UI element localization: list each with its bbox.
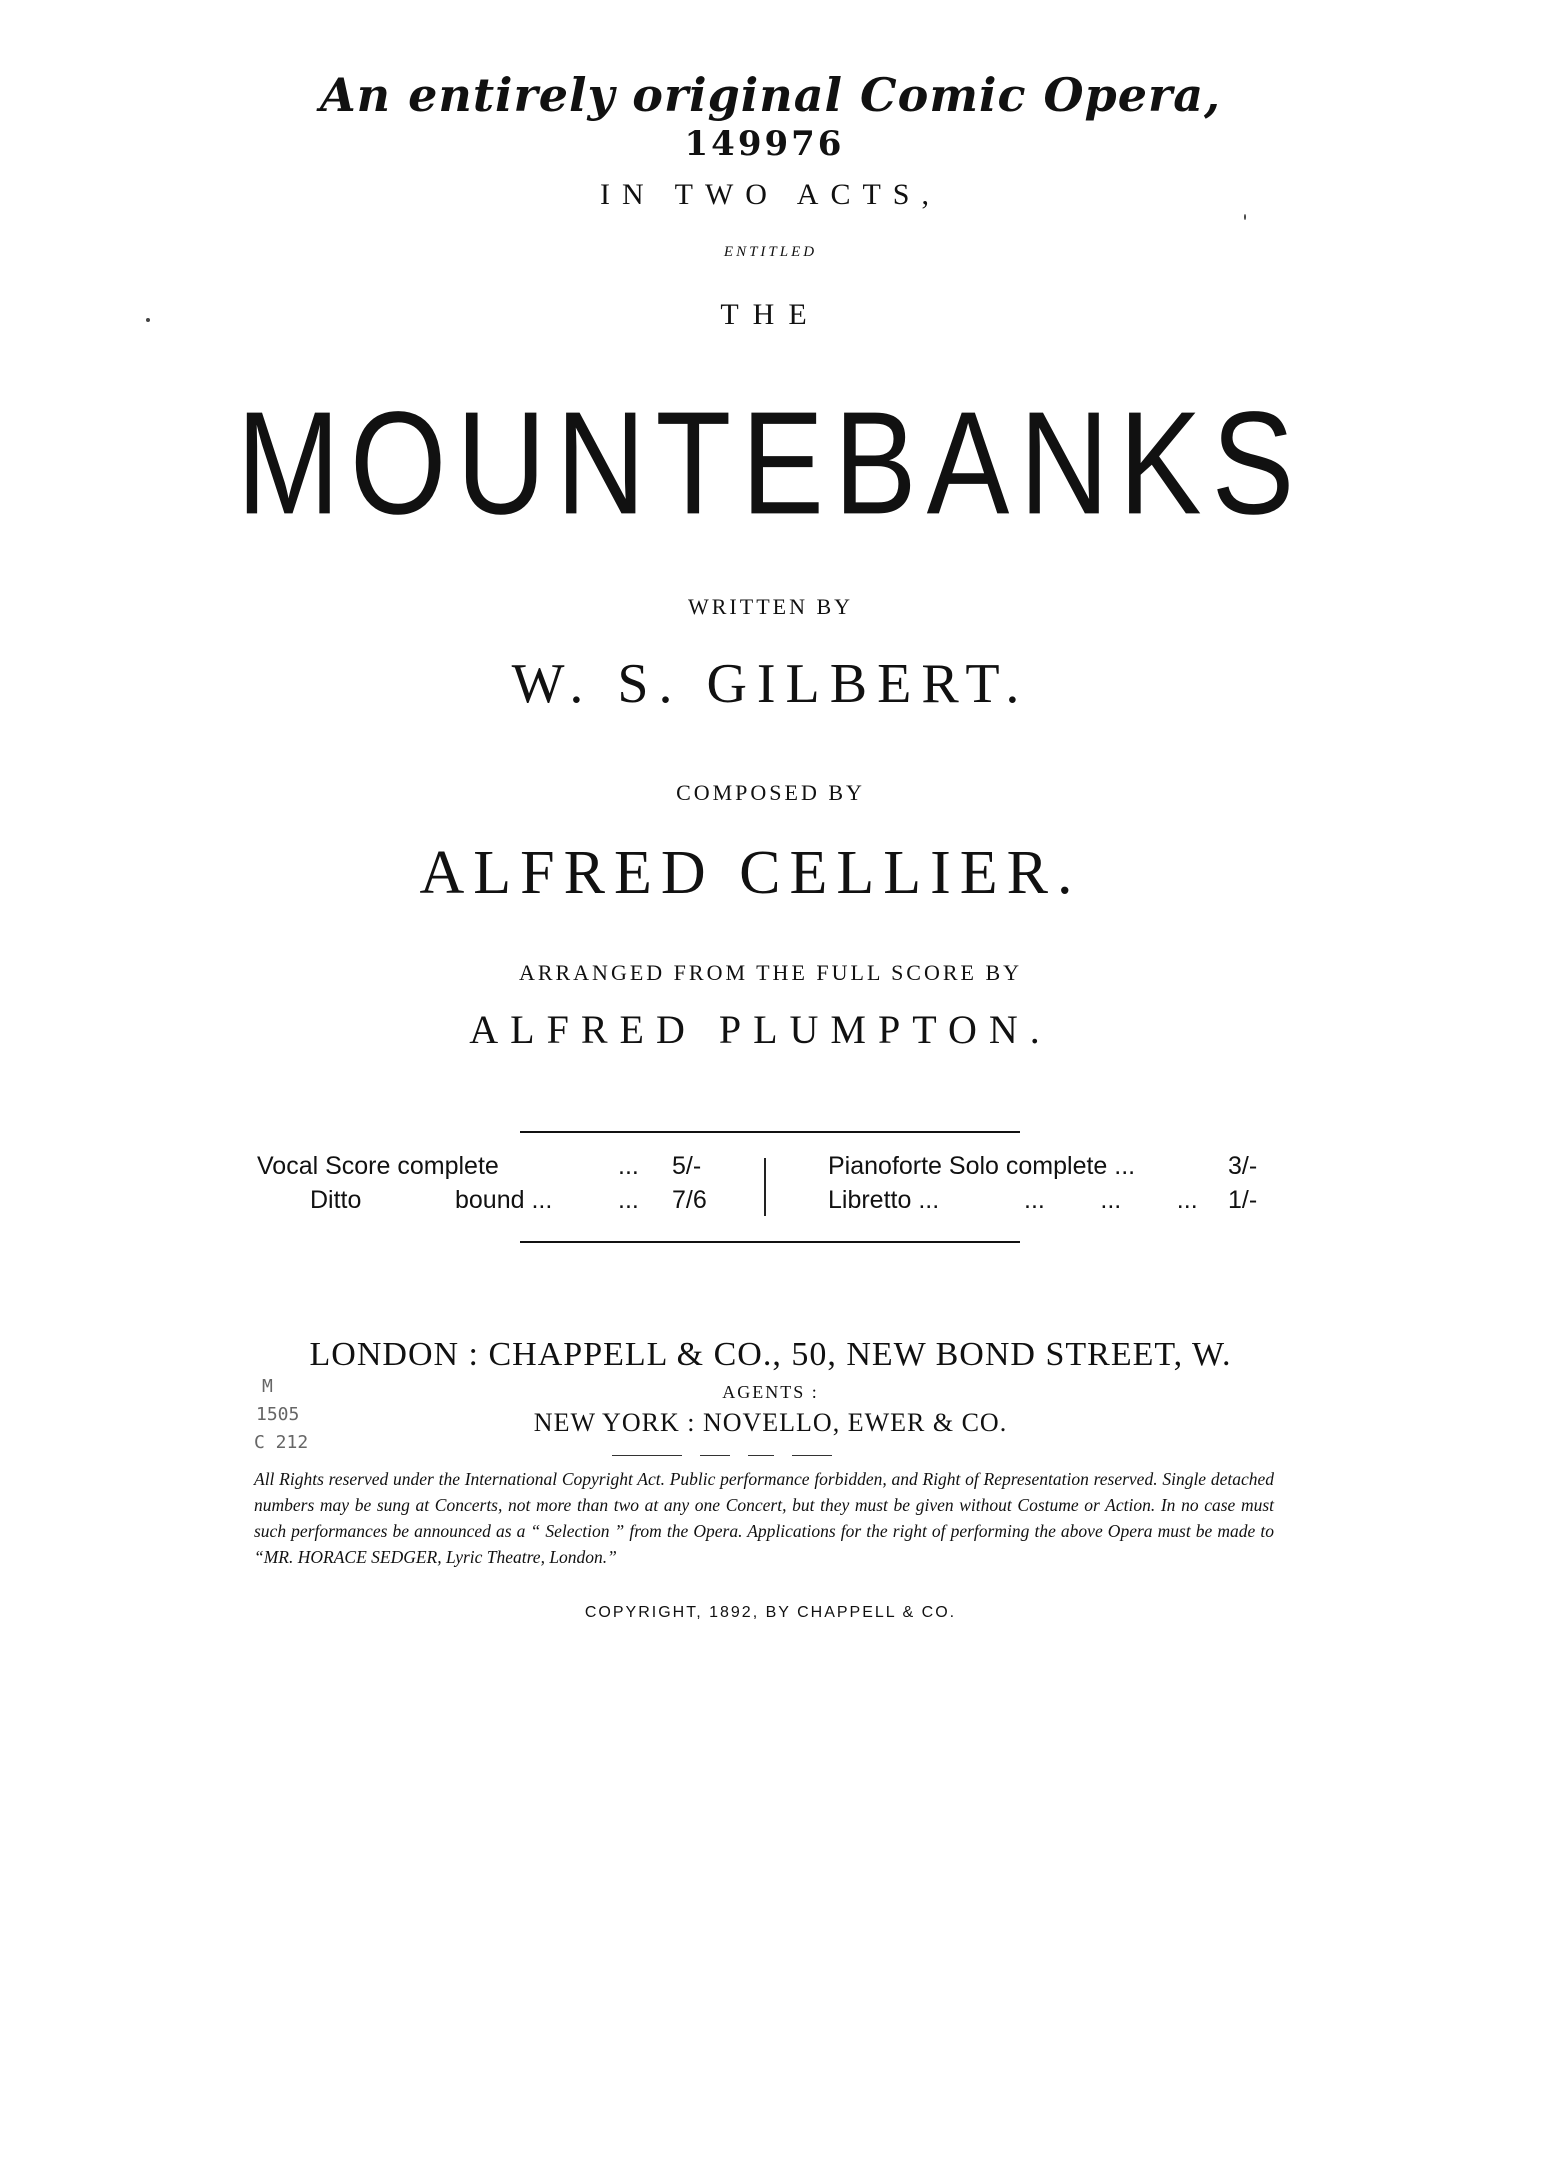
arranged-by-label: ARRANGED FROM THE FULL SCORE BY [518, 960, 1023, 985]
the-label: THE [720, 298, 821, 331]
opera-title: MOUNTEBANKS [236, 382, 1305, 546]
publisher-london: LONDON : CHAPPELL & CO., 50, NEW BOND STREET, W. [309, 1336, 1232, 1373]
speck-mark [1244, 214, 1246, 220]
price-dots: ... ... ... [1024, 1186, 1198, 1214]
stamp-line: M [262, 1376, 273, 1397]
price-divider [764, 1158, 766, 1216]
price-row-pianoforte: Pianoforte Solo complete ... [828, 1152, 1136, 1180]
price-value: 5/- [672, 1152, 702, 1180]
bottom-rule [520, 1241, 1020, 1243]
price-item: Ditto [310, 1186, 362, 1214]
price-row-vocal-score [257, 1152, 499, 1181]
catalog-number: 149976 [684, 124, 845, 164]
price-row-libretto: Libretto ... [828, 1186, 940, 1214]
written-by-label: WRITTEN BY [687, 594, 854, 619]
price-item-bound: bound ... [455, 1186, 553, 1214]
library-stamp [254, 1376, 384, 1476]
rights-notice: All Rights reserved under the International Copyright Act. Public performance forbidden, and Right of Representation reserved. Single detached numbers may be sung at Concerts, not more than two at any one Concert, but they must be given without Costume or Action. In no case must such performances be announced as a “ Selection ” from the Opera. Applications for the right of performing the above Opera must be made to “MR. HORACE SEDGER, Lyric Theatre, London.” [254, 1469, 1274, 1567]
author-name: W. S. GILBERT. [511, 653, 1030, 715]
dash-ornament [612, 1446, 850, 1464]
publisher-new-york: NEW YORK : NOVELLO, EWER & CO. [533, 1408, 1008, 1437]
top-rule [520, 1131, 1020, 1133]
price-dots: ... [618, 1186, 639, 1214]
acts-line: IN TWO ACTS, [600, 178, 941, 211]
copyright-line: COPYRIGHT, 1892, BY CHAPPELL & CO. [584, 1604, 957, 1621]
stamp-line: 1505 [256, 1404, 300, 1425]
composed-by-label: COMPOSED BY [676, 780, 865, 805]
price-value: 1/- [1228, 1186, 1258, 1214]
agents-label: AGENTS : [722, 1382, 819, 1402]
speck-mark [146, 318, 150, 322]
tagline: An entirely original Comic Opera, [319, 68, 1222, 122]
price-value: 3/- [1228, 1152, 1258, 1180]
entitled-label: ENTITLED [723, 244, 818, 260]
price-value: 7/6 [672, 1186, 707, 1214]
composer-name: ALFRED CELLIER. [419, 839, 1082, 907]
price-item: Vocal Score complete [257, 1152, 499, 1180]
price-dots: ... [618, 1152, 639, 1180]
stamp-line: C 212 [254, 1432, 309, 1453]
arranger-name: ALFRED PLUMPTON. [469, 1007, 1052, 1052]
price-row-ditto [310, 1186, 361, 1215]
